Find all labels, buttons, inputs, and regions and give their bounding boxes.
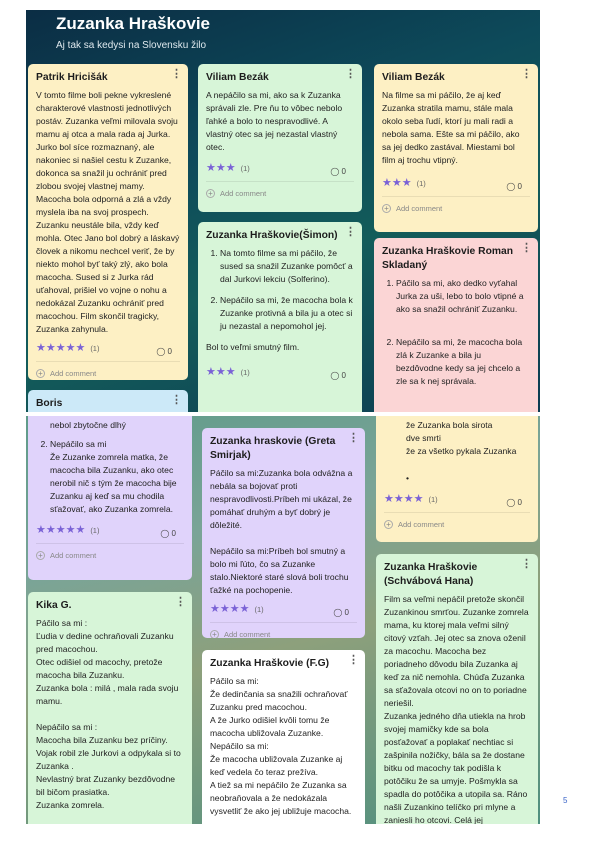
list-item: 2. Nepáčilo sa mi, že macocha bola zlá k Zuzanke a bila ju bezdôvodne kedy sa jej chcelo a zle sa k nej správala. (396, 336, 530, 388)
star-rating[interactable]: ★★★★ (1) (210, 603, 264, 615)
post-author: Viliam Bezák (382, 72, 445, 83)
post-card-fg[interactable] (202, 650, 365, 824)
post-text: Bol to veľmi smutný film. (206, 342, 300, 352)
star-rating[interactable]: ★★★ (1) (206, 366, 250, 378)
comment-count[interactable]: ◯ 0 (330, 371, 346, 380)
post-text: Páčilo sa mi : Ľudia v dedine ochraňovali Zuzanku pred macochou. Otec odišiel od macochy, pretože macocha bila Zuzanku. Zuzanka bola : milá , mala rada svoju mamu. Nepáčilo sa mi : Macocha bila Zuzanku bez príčiny. Vojak robil zle Jurkovi a odpykala si to Zuzanka . Nevlastný brat Zuzanky bezdôvodne bil bičom prasiatka. Zuzanka zomrela. (36, 618, 181, 810)
post-text: Nepáčilo sa mi:Príbeh bol smutný a bolo mi ľúto, čo sa Zuzanke stalo.Niektoré staré slová boli trochu ťažké na pochopenie. (210, 546, 349, 595)
plus-circle-icon: + (206, 189, 215, 198)
more-vert-icon[interactable]: ⋮ (521, 242, 532, 254)
star-icon[interactable]: ★★★ (206, 366, 236, 378)
page-subtitle: Aj tak sa kedysi na Slovensku žilo (56, 40, 207, 51)
star-icon[interactable]: ★★★ (206, 162, 236, 174)
add-comment-button[interactable]: + Add comment (210, 622, 357, 638)
add-comment-button[interactable]: + Add comment (382, 196, 530, 215)
more-vert-icon[interactable]: ⋮ (171, 68, 182, 80)
post-card-roman-cont[interactable] (376, 416, 538, 542)
post-text: že Zuzanka bola sirota (406, 420, 493, 430)
post-text: A nepáčilo sa mi, ako sa k Zuzanka správali zle. Pre ňu to vôbec nebolo ľahké a bolo to nespravodlivé. A vlastný otec sa jej nezastal vlastný otec. (206, 90, 343, 152)
more-vert-icon[interactable]: ⋮ (521, 68, 532, 80)
post-author: Zuzanka Hraškovie(Šimon) (206, 230, 338, 241)
post-text: dve smrti (406, 433, 441, 443)
post-text: Páčilo sa mi: Že dedinčania sa snažili ochraňovať Zuzanku pred macochou. A že Jurko odišiel kvôli tomu že macocha ubližovala Zuzanke. Nepáčilo sa mi: Že macocha ubližovala Zuzanke aj keď vedela čo teraz prežíva. A tiež sa mi nepáčilo že Zuzanka sa neobraňovala a že nedokázala vysvetliť že ako jej ubližuje macocha. (210, 676, 352, 816)
plus-circle-icon: + (36, 369, 45, 378)
post-card-boris-header[interactable] (28, 390, 188, 412)
star-icon[interactable]: ★★★★★ (36, 524, 86, 536)
add-comment-button[interactable]: + Add comment (206, 181, 354, 200)
post-text: že za všetko pykala Zuzanka (406, 446, 517, 456)
post-author: Zuzanka Hraškovie (F.G) (210, 658, 330, 669)
post-card-roman[interactable] (374, 238, 538, 412)
more-vert-icon[interactable]: ⋮ (171, 394, 182, 406)
page-number: 5 (563, 796, 568, 805)
post-author: Boris (36, 398, 63, 409)
post-card-greta[interactable] (202, 428, 365, 638)
more-vert-icon[interactable]: ⋮ (348, 432, 359, 444)
more-vert-icon[interactable]: ⋮ (521, 558, 532, 570)
star-icon[interactable]: ★★★★ (210, 603, 250, 615)
post-author: Patrik Hricišák (36, 72, 108, 83)
post-text: nebol zbytočne dlhý (50, 420, 126, 430)
star-icon[interactable]: ★★★★★ (36, 342, 86, 354)
post-card-patrik[interactable] (28, 64, 188, 380)
bullet: • (406, 473, 410, 483)
add-comment-button[interactable]: + Add comment (384, 512, 530, 531)
star-icon[interactable]: ★★★ (382, 177, 412, 189)
plus-circle-icon: + (210, 630, 219, 638)
list-item: 2. Nepáčilo sa mi Že Zuzanke zomrela matka, že macocha bila Zuzanku, ako otec nerobil nič s tým že macocha bije Zuzanku aj keď sa mu chodila sťažovať, ako Zuzanka zomrela. (50, 438, 184, 516)
add-comment-button[interactable]: + Add comment (36, 543, 184, 562)
post-card-boris[interactable] (28, 416, 192, 580)
more-vert-icon[interactable]: ⋮ (348, 654, 359, 666)
list-item: 1. Na tomto filme sa mi páčilo, že sused sa snažil Zuzanke pomôcť a dal Jurkovi lekciu (Solferino). (220, 247, 354, 286)
post-card-kika[interactable] (28, 592, 192, 824)
post-author: Kika G. (36, 600, 72, 611)
post-author: Viliam Bezák (206, 72, 269, 83)
post-text: Film sa veľmi nepáčil pretože skončil Zuzankinou smrťou. Zuzanke zomrela mama, ku ktorej mala veľmi silný citový vzťah. Jej otec sa znova oženil za macochu. Macocha bez poriadneho dôvodu bila Zuzanka aj keď za nič nemohla. Chúďa Zuzanka sa sťažovala otcovi no on to poriadne neriešil. Zuzanka jedného dňa utiekla na hrob svojej mamičky kde sa bola posťažovať a poplakať nechtiac si zašpinila nožičky, bála sa že dostane bitku od macochy tak podišla k potôčiku že sa umyje. Pošmykla sa spadla do potôčika a utopila sa. Ráno našli Zuzankino telíčko pri mlyne a zaniesli ho otcovi. Celá jej (384, 594, 529, 824)
more-vert-icon[interactable]: ⋮ (345, 68, 356, 80)
comment-count[interactable]: ◯ 0 (506, 498, 522, 507)
more-vert-icon[interactable]: ⋮ (175, 596, 186, 608)
comment-count[interactable]: ◯ 0 (160, 529, 176, 538)
star-icon[interactable]: ★★★★ (384, 493, 424, 505)
list-item: 1. Páčilo sa mi, ako dedko vyťahal Jurka za uši, lebo to bolo vtipné a ako sa snažil ochrániť Zuzanku. (396, 277, 530, 316)
comment-count[interactable]: ◯ 0 (506, 182, 522, 191)
post-card-simon[interactable] (198, 222, 362, 412)
post-text: Na filme sa mi páčilo, že aj keď Zuzanka stratila mamu, stále mala okolo seba ľudí, ktorí ju mali radi a nebola sama. Ešte sa mi páčilo, ako sa jej dedko zastával. Miestami bol film aj trochu vtipný. (382, 90, 520, 165)
plus-circle-icon: + (36, 551, 45, 560)
more-vert-icon[interactable]: ⋮ (345, 226, 356, 238)
post-card-viliam-2[interactable] (374, 64, 538, 232)
star-rating[interactable]: ★★★ (1) (382, 177, 426, 189)
plus-circle-icon: + (384, 520, 393, 529)
comment-count[interactable]: ◯ 0 (156, 347, 172, 356)
post-text: Páčilo sa mi:Zuzanka bola odvážna a nebála sa bojovať proti nespravodlivosti.Príbeh mi ukázal, že pomáhať druhým a byť dobrý je dôležité. (210, 468, 353, 530)
star-rating[interactable]: ★★★ (1) (206, 162, 250, 174)
rating-count: (1) (90, 344, 100, 353)
plus-circle-icon: + (382, 204, 391, 213)
post-card-hana[interactable] (376, 554, 538, 824)
post-author: Zuzanka Hraškovie Roman Skladaný (382, 246, 514, 271)
star-rating[interactable]: ★★★★ (1) (384, 493, 438, 505)
padlet-board-top (26, 10, 540, 412)
add-comment-button[interactable]: + Add comment (36, 361, 180, 380)
comment-icon: ◯ (156, 347, 166, 356)
post-author: Zuzanka hraskovie (Greta Smirjak) (210, 436, 336, 461)
page-title: Zuzanka Hraškovie (56, 14, 211, 33)
comment-count[interactable]: ◯ 0 (330, 167, 346, 176)
comment-count[interactable]: ◯ 0 (333, 608, 349, 617)
list-item: 2. Nepáčilo sa mi, že macocha bola k Zuzanke protivná a bila ju a otec si ju nezastal a nepomohol jej. (220, 294, 354, 333)
star-rating[interactable]: ★★★★★ (1) (36, 524, 100, 536)
post-author: Zuzanka Hraškovie (Schvábová Hana) (384, 562, 478, 587)
post-text: V tomto filme boli pekne vykreslené charakterové vlastnosti jednotlivých postáv. Zuzanka veľmi milovala svoju mamu aj otca a mala rada aj Jurka. Jurko bol síce rozmaznaný, ale nakoniec si našiel cestu k Zuzanke, dokonca sa snažil ju ochrániť pred zlobou svojej vlastnej mamy. Macocha bola odporná a zlá a vždy myslela iba na svoj prospech. Zuzanku neustále bila, vždy keď mohla. Otec Jano bol dobrý a láskavý človek a nikomu nechcel veriť, že by niekto mohol byť taký zlý, ako bola macocha. Sused si z Jurka rád uťahoval, prišiel vo vojne o nohu a nedokázal Zuzanku ochrániť pred macochou. Film skončil tragicky, Zuzanka zahynula. (36, 90, 180, 334)
padlet-board-bottom (26, 416, 540, 824)
post-card-viliam-1[interactable] (198, 64, 362, 212)
